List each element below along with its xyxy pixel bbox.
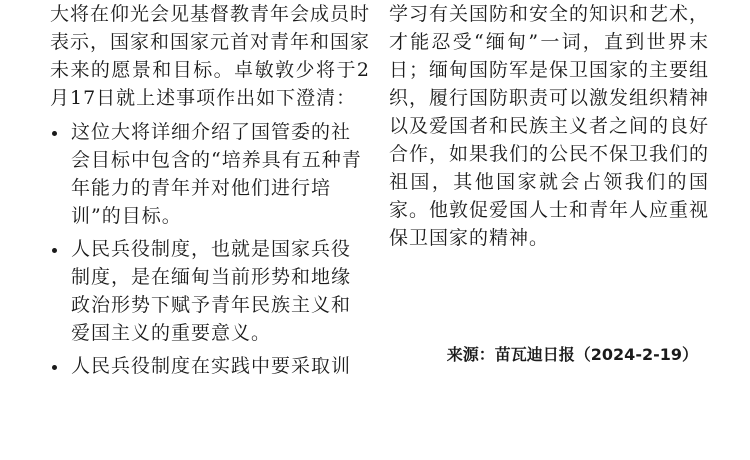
bullet-text: 这位大将详细介绍了国管委的社会目标中包含的“培养具有五种青年能力的青年并对他们进行培训”的目标。 — [71, 121, 362, 227]
continuation-paragraph: 学习有关国防和安全的知识和艺术，才能忍受“缅甸”一词，直到世界末日；缅甸国防军是保卫国家的主要组织，履行国防职责可以激发组织精神以及爱国者和民族主义者之间的良好合作，如果我们的公民不保卫我们的祖国，其他国家就会占领我们的国家。他敦促爱国人士和青年人应重视保卫国家的精神。 — [389, 3, 710, 249]
left-column — [50, 0, 370, 385]
bullet-icon — [52, 248, 57, 253]
source-citation: 来源：苗瓦迪日报（2024-2-19） — [446, 345, 698, 364]
bullet-icon — [52, 131, 57, 136]
list-item — [50, 235, 370, 347]
bullet-text: 人民兵役制度，也就是国家兵役制度，是在缅甸当前形势和地缘政治形势下赋予青年民族主义和爱国主义的重要意义。 — [71, 238, 352, 344]
right-column — [389, 0, 709, 252]
bullet-text: 人民兵役制度在实践中要采取训 — [71, 355, 352, 377]
intro-paragraph: 大将在仰光会见基督教青年会成员时表示，国家和国家元首对青年和国家未来的愿景和目标。卓敏敦少将于2月17日就上述事项作出如下澄清： — [50, 3, 371, 109]
list-item — [50, 118, 370, 230]
bullet-icon — [52, 365, 57, 370]
list-item — [50, 352, 370, 380]
bullet-list — [50, 118, 370, 380]
